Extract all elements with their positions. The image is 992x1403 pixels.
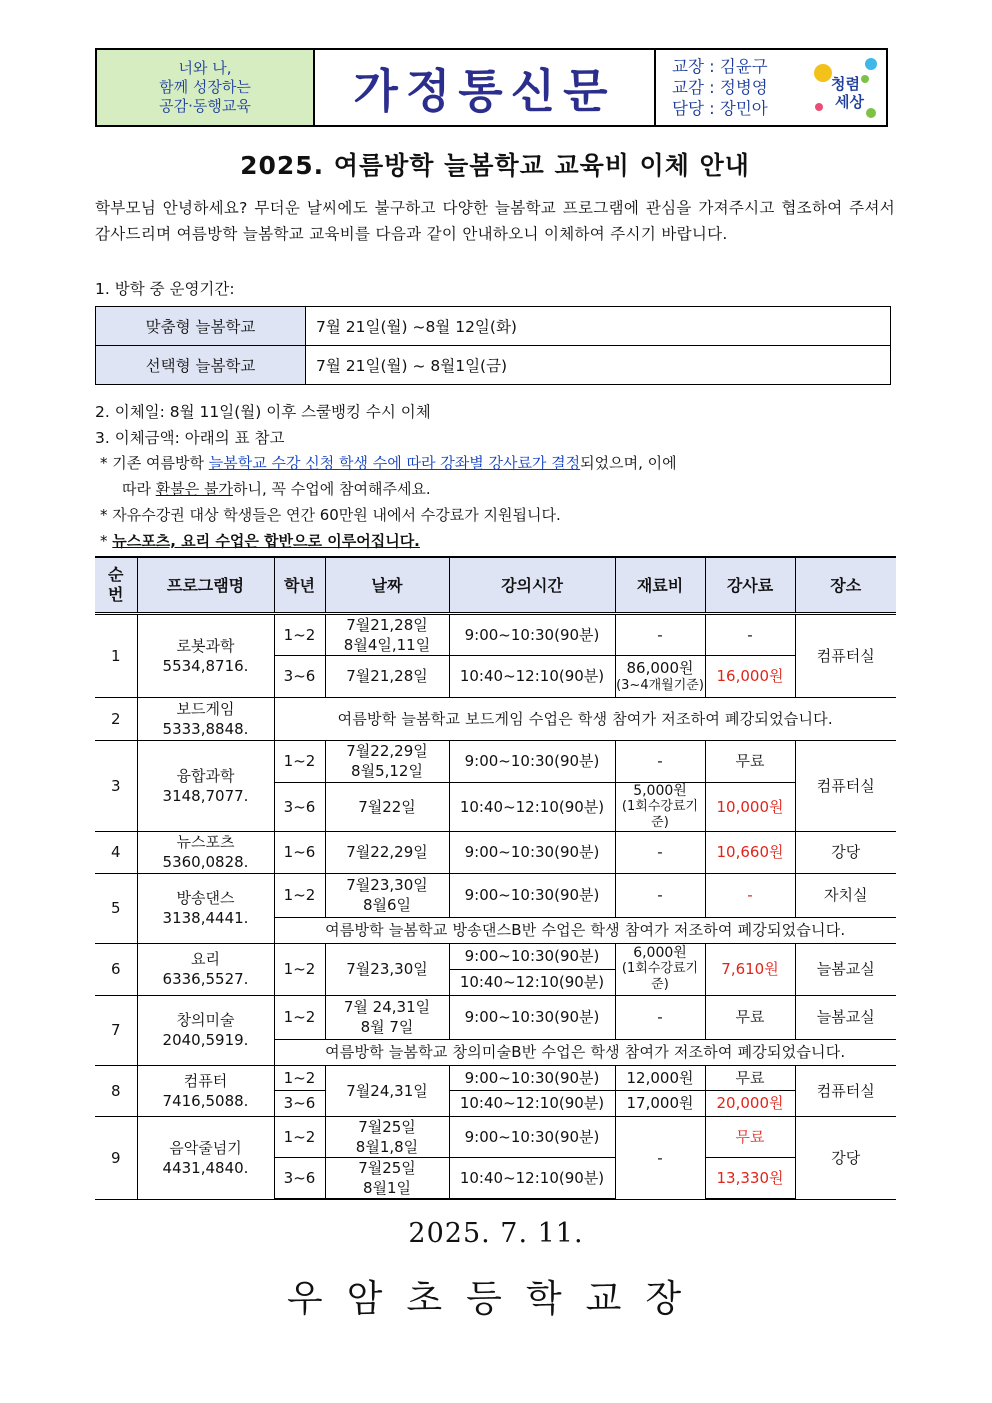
col-header-grade: 학년 xyxy=(274,557,325,613)
grade: 1~2 xyxy=(274,943,325,995)
grade: 1~2 xyxy=(274,995,325,1039)
school-principal-signature: 우암초등학교장 xyxy=(286,1277,706,1320)
instructor-fee: 20,000원 xyxy=(705,1090,795,1116)
lecture-time: 10:40~12:10(90분) xyxy=(449,1157,615,1199)
program-fee-table xyxy=(95,556,896,1200)
instructor-fee: 10,660원 xyxy=(705,831,795,873)
row-number: 4 xyxy=(95,831,137,873)
grade: 3~6 xyxy=(274,1090,325,1116)
lecture-time: 9:00~10:30(90분) xyxy=(449,873,615,917)
table-row xyxy=(95,697,896,740)
table-row xyxy=(95,613,896,655)
note-no-refund: 환불은 불가 xyxy=(155,480,233,498)
material-fee: - xyxy=(615,613,705,655)
dates: 7월 24,31일 8월 7일 xyxy=(325,995,449,1039)
page-title: 2025. 여름방학 늘봄학교 교육비 이체 안내 xyxy=(240,151,750,180)
lecture-time: 9:00~10:30(90분) xyxy=(449,1065,615,1090)
location: 컴퓨터실 xyxy=(795,613,896,697)
period-row xyxy=(96,346,891,385)
note-1 xyxy=(100,450,898,476)
col-header-number: 순 번 xyxy=(95,557,137,613)
col-header-time: 강의시간 xyxy=(449,557,615,613)
program-name: 컴퓨터 7416,5088. xyxy=(137,1065,274,1116)
grade: 3~6 xyxy=(274,782,325,831)
note-3 xyxy=(100,528,898,554)
table-row xyxy=(95,831,896,873)
period-row xyxy=(96,307,891,346)
cancellation-notice: 여름방학 늘봄학교 보드게임 수업은 학생 참여가 저조하여 폐강되었습니다. xyxy=(274,697,896,740)
note-highlight: 늘봄학교 수강 신청 학생 수에 따라 강좌별 강사료가 결정 xyxy=(208,454,581,472)
note-combined-class: 뉴스포츠, 요리 수업은 합반으로 이루어집니다. xyxy=(112,532,420,550)
staff-in-charge: 담당 : 장민아 xyxy=(672,99,768,118)
program-name: 창의미술 2040,5919. xyxy=(137,995,274,1065)
operating-period-table xyxy=(95,306,891,385)
row-number: 7 xyxy=(95,995,137,1065)
period-value: 7월 21일(월) ~8월 12일(화) xyxy=(306,307,891,346)
note-text: * xyxy=(100,532,113,550)
intro-paragraph: 학부모님 안녕하세요? 무더운 날씨에도 불구하고 다양한 늘봄학교 프로그램에 관심을 가져주시고 협조하여 주셔서 감사드리며 여름방학 늘봄학교 교육비를 다음과 같이 안내하오니 이체하여 주시기 바랍니다. xyxy=(95,199,895,243)
material-fee: - xyxy=(615,740,705,782)
location: 강당 xyxy=(795,831,896,873)
instructor-fee: 16,000원 xyxy=(705,655,795,697)
staff-list xyxy=(656,50,806,125)
instructor-fee: 무료 xyxy=(705,1065,795,1090)
row-number: 6 xyxy=(95,943,137,995)
row-number: 9 xyxy=(95,1116,137,1199)
table-row xyxy=(95,943,896,969)
program-name: 요리 6336,5527. xyxy=(137,943,274,995)
dates: 7월25일 8월1일 xyxy=(325,1157,449,1199)
dates: 7월25일 8월1,8일 xyxy=(325,1116,449,1157)
grade: 1~6 xyxy=(274,831,325,873)
lecture-time: 10:40~12:10(90분) xyxy=(449,782,615,831)
col-header-instructor-fee: 강사료 xyxy=(705,557,795,613)
svg-text:청렴: 청렴 xyxy=(831,74,860,93)
material-fee: 86,000원 (3~4개월기준) xyxy=(615,655,705,697)
table-header-row xyxy=(95,557,896,613)
cancellation-notice: 여름방학 늘봄학교 창의미술B반 수업은 학생 참여가 저조하여 폐강되었습니다. xyxy=(274,1039,896,1065)
motto-line-1: 너와 나, xyxy=(178,59,232,77)
location: 컴퓨터실 xyxy=(795,1065,896,1116)
note-text: 하니, 꼭 수업에 참여해주세요. xyxy=(232,480,431,498)
location: 컴퓨터실 xyxy=(795,740,896,831)
motto-line-2: 함께 성장하는 xyxy=(159,78,251,96)
school-motto xyxy=(97,50,315,125)
grade: 1~2 xyxy=(274,740,325,782)
dates: 7월23,30일 xyxy=(325,943,449,995)
material-fee: 5,000원 (1회수강료기준) xyxy=(615,782,705,831)
section-1-heading: 1. 방학 중 운영기간: xyxy=(95,280,235,298)
note-text: 되었으며, 이에 xyxy=(580,454,677,472)
material-fee: 6,000원 (1회수강료기준) xyxy=(615,943,705,995)
lecture-time: 9:00~10:30(90분) xyxy=(449,740,615,782)
lecture-time: 9:00~10:30(90분) xyxy=(449,1116,615,1157)
program-name: 융합과학 3148,7077. xyxy=(137,740,274,831)
row-number: 1 xyxy=(95,613,137,697)
instructor-fee: 13,330원 xyxy=(705,1157,795,1199)
staff-principal: 교장 : 김윤구 xyxy=(672,57,768,76)
note-text: * 기존 여름방학 xyxy=(100,454,209,472)
location: 자치실 xyxy=(795,873,896,917)
notes xyxy=(100,450,898,554)
grade: 1~2 xyxy=(274,1116,325,1157)
row-number: 8 xyxy=(95,1065,137,1116)
lecture-time: 9:00~10:30(90분) xyxy=(449,943,615,969)
program-name: 음악줄넘기 4431,4840. xyxy=(137,1116,274,1199)
location: 늘봄교실 xyxy=(795,943,896,995)
lecture-time: 10:40~12:10(90분) xyxy=(449,1090,615,1116)
material-fee: - xyxy=(615,1116,705,1199)
grade: 1~2 xyxy=(274,613,325,655)
instructor-fee: 무료 xyxy=(705,995,795,1039)
grade: 1~2 xyxy=(274,1065,325,1090)
instructor-fee: 무료 xyxy=(705,1116,795,1157)
col-header-material-fee: 재료비 xyxy=(615,557,705,613)
period-label: 선택형 늘봄학교 xyxy=(96,346,306,385)
section-2-transfer-date: 2. 이체일: 8월 11일(월) 이후 스쿨뱅킹 수시 이체 xyxy=(95,403,431,421)
issue-date: 2025. 7. 11. xyxy=(408,1218,584,1249)
newsletter-title: 가정통신문 xyxy=(315,50,656,125)
table-row xyxy=(95,873,896,917)
grade: 1~2 xyxy=(274,873,325,917)
lecture-time: 10:40~12:10(90분) xyxy=(449,655,615,697)
row-number: 5 xyxy=(95,873,137,943)
lecture-time: 9:00~10:30(90분) xyxy=(449,995,615,1039)
period-label: 맞춤형 늘봄학교 xyxy=(96,307,306,346)
col-header-location: 장소 xyxy=(795,557,896,613)
table-row xyxy=(95,740,896,782)
staff-vice-principal: 교감 : 정병영 xyxy=(672,78,768,97)
dates: 7월22,29일 8월5,12일 xyxy=(325,740,449,782)
table-row xyxy=(95,1065,896,1090)
dates: 7월23,30일 8월6일 xyxy=(325,873,449,917)
instructor-fee: - xyxy=(705,873,795,917)
material-fee: - xyxy=(615,995,705,1039)
motto-line-3: 공감·동행교육 xyxy=(159,97,251,115)
grade: 3~6 xyxy=(274,655,325,697)
table-row xyxy=(95,1116,896,1157)
program-name: 방송댄스 3138,4441. xyxy=(137,873,274,943)
program-name: 뉴스포츠 5360,0828. xyxy=(137,831,274,873)
cancellation-notice: 여름방학 늘봄학교 방송댄스B반 수업은 학생 참여가 저조하여 폐강되었습니다. xyxy=(274,917,896,943)
program-name: 보드게임 5333,8848. xyxy=(137,697,274,740)
note-text: 따라 xyxy=(122,480,156,498)
instructor-fee: 10,000원 xyxy=(705,782,795,831)
material-fee: - xyxy=(615,831,705,873)
note-2: * 자유수강권 대상 학생들은 연간 60만원 내에서 수강료가 지원됩니다. xyxy=(100,506,561,524)
instructor-fee: 7,610원 xyxy=(705,943,795,995)
material-fee: - xyxy=(615,873,705,917)
row-number: 3 xyxy=(95,740,137,831)
instructor-fee: - xyxy=(705,613,795,655)
dates: 7월22,29일 xyxy=(325,831,449,873)
dates: 7월21,28일 xyxy=(325,655,449,697)
location: 강당 xyxy=(795,1116,896,1199)
period-value: 7월 21일(월) ~ 8월1일(금) xyxy=(306,346,891,385)
program-name: 로봇과학 5534,8716. xyxy=(137,613,274,697)
dates: 7월24,31일 xyxy=(325,1065,449,1116)
note-1-cont xyxy=(100,476,898,502)
grade: 3~6 xyxy=(274,1157,325,1199)
material-fee: 17,000원 xyxy=(615,1090,705,1116)
dates: 7월21,28일 8월4일,11일 xyxy=(325,613,449,655)
material-fee: 12,000원 xyxy=(615,1065,705,1090)
col-header-program: 프로그램명 xyxy=(137,557,274,613)
section-3-transfer-amount: 3. 이체금액: 아래의 표 참고 xyxy=(95,429,285,447)
newsletter-header xyxy=(95,48,888,127)
integrity-logo xyxy=(806,50,886,125)
row-number: 2 xyxy=(95,697,137,740)
lecture-time: 9:00~10:30(90분) xyxy=(449,613,615,655)
lecture-time: 10:40~12:10(90분) xyxy=(449,969,615,995)
table-row xyxy=(95,995,896,1039)
instructor-fee: 무료 xyxy=(705,740,795,782)
svg-text:세상: 세상 xyxy=(835,92,864,111)
location: 늘봄교실 xyxy=(795,995,896,1039)
lecture-time: 9:00~10:30(90분) xyxy=(449,831,615,873)
col-header-date: 날짜 xyxy=(325,557,449,613)
dates: 7월22일 xyxy=(325,782,449,831)
integrity-logo-icon xyxy=(809,51,883,125)
